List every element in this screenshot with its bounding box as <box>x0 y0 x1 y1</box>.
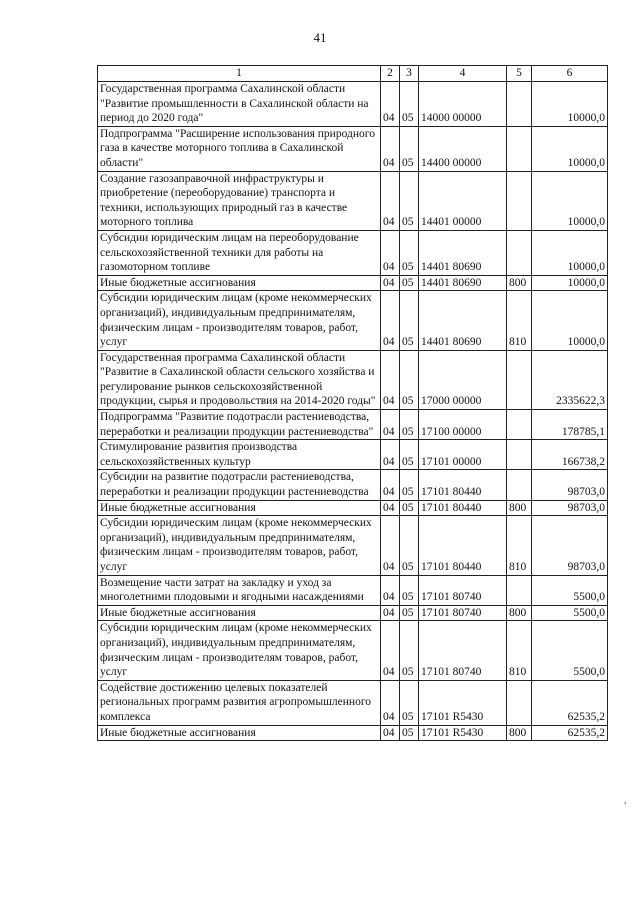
row-subsection-cell: 05 <box>400 126 419 171</box>
row-section-cell: 04 <box>381 410 400 440</box>
row-name-cell: Создание газозаправочной инфраструктуры и приобретение (переоборудование) транспорта и техники, использующих природный газ в качестве моторного топлива <box>98 171 381 230</box>
table-row <box>98 575 608 605</box>
row-expense-type-cell <box>507 575 532 605</box>
row-target-article-cell: 17000 00000 <box>419 350 507 409</box>
table-header-row <box>98 66 608 82</box>
row-target-article-cell: 14401 80690 <box>419 291 507 350</box>
row-name-cell: Подпрограмма "Развитие подотрасли растениеводства, переработки и реализации продукции растениеводства" <box>98 410 381 440</box>
row-amount-cell: 5500,0 <box>532 621 608 680</box>
row-target-article-cell: 17101 R5430 <box>419 680 507 725</box>
row-name-cell: Возмещение части затрат на закладку и уход за многолетними плодовыми и ягодными насаждениями <box>98 575 381 605</box>
table-row <box>98 621 608 680</box>
row-subsection-cell: 05 <box>400 350 419 409</box>
row-target-article-cell: 14401 00000 <box>419 171 507 230</box>
row-amount-cell: 10000,0 <box>532 275 608 291</box>
row-expense-type-cell <box>507 470 532 500</box>
row-expense-type-cell <box>507 350 532 409</box>
row-subsection-cell: 05 <box>400 725 419 741</box>
row-expense-type-cell <box>507 82 532 127</box>
row-subsection-cell: 05 <box>400 171 419 230</box>
row-amount-cell: 10000,0 <box>532 82 608 127</box>
row-amount-cell: 10000,0 <box>532 291 608 350</box>
column-header: 1 <box>98 66 381 82</box>
row-section-cell: 04 <box>381 291 400 350</box>
row-name-cell: Стимулирование развития производства сельскохозяйственных культур <box>98 440 381 470</box>
row-name-cell: Иные бюджетные ассигнования <box>98 275 381 291</box>
row-target-article-cell: 17101 80440 <box>419 500 507 516</box>
row-name-cell: Государственная программа Сахалинской области "Развитие в Сахалинской области сельского хозяйства и регулирование рынков сельскохозяйственной продукции, сырья и продовольствия на 2014-2020 годы" <box>98 350 381 409</box>
row-subsection-cell: 05 <box>400 440 419 470</box>
row-section-cell: 04 <box>381 680 400 725</box>
column-header: 3 <box>400 66 419 82</box>
row-section-cell: 04 <box>381 171 400 230</box>
column-header: 4 <box>419 66 507 82</box>
row-target-article-cell: 17101 80440 <box>419 470 507 500</box>
page-number: 41 <box>313 30 327 45</box>
row-section-cell: 04 <box>381 621 400 680</box>
table-row <box>98 605 608 621</box>
row-expense-type-cell: 810 <box>507 621 532 680</box>
row-name-cell: Иные бюджетные ассигнования <box>98 725 381 741</box>
row-expense-type-cell: 800 <box>507 725 532 741</box>
row-section-cell: 04 <box>381 440 400 470</box>
table-row <box>98 410 608 440</box>
row-target-article-cell: 17101 00000 <box>419 440 507 470</box>
row-subsection-cell: 05 <box>400 410 419 440</box>
column-header: 5 <box>507 66 532 82</box>
row-name-cell: Иные бюджетные ассигнования <box>98 605 381 621</box>
row-amount-cell: 178785,1 <box>532 410 608 440</box>
row-expense-type-cell <box>507 171 532 230</box>
table-row <box>98 516 608 575</box>
row-amount-cell: 5500,0 <box>532 605 608 621</box>
row-amount-cell: 5500,0 <box>532 575 608 605</box>
row-amount-cell: 62535,2 <box>532 725 608 741</box>
row-expense-type-cell: 800 <box>507 500 532 516</box>
row-section-cell: 04 <box>381 230 400 275</box>
table-row <box>98 82 608 127</box>
row-subsection-cell: 05 <box>400 500 419 516</box>
row-section-cell: 04 <box>381 725 400 741</box>
row-subsection-cell: 05 <box>400 230 419 275</box>
row-target-article-cell: 14000 00000 <box>419 82 507 127</box>
row-name-cell: Государственная программа Сахалинской области "Развитие промышленности в Сахалинской области на период до 2020 года" <box>98 82 381 127</box>
row-expense-type-cell: 800 <box>507 605 532 621</box>
row-section-cell: 04 <box>381 350 400 409</box>
row-name-cell: Содействие достижению целевых показателей региональных программ развития агропромышленного комплекса <box>98 680 381 725</box>
row-subsection-cell: 05 <box>400 575 419 605</box>
row-target-article-cell: 17101 80740 <box>419 605 507 621</box>
row-subsection-cell: 05 <box>400 82 419 127</box>
table-row <box>98 725 608 741</box>
row-expense-type-cell <box>507 680 532 725</box>
row-target-article-cell: 14400 00000 <box>419 126 507 171</box>
row-section-cell: 04 <box>381 82 400 127</box>
row-name-cell: Субсидии юридическим лицам (кроме некоммерческих организаций), индивидуальным предпринимателям, физическим лицам - производителям товаров, работ, услуг <box>98 291 381 350</box>
row-target-article-cell: 17101 80740 <box>419 575 507 605</box>
row-name-cell: Иные бюджетные ассигнования <box>98 500 381 516</box>
row-amount-cell: 10000,0 <box>532 126 608 171</box>
row-subsection-cell: 05 <box>400 605 419 621</box>
row-name-cell: Подпрограмма "Расширение использования природного газа в качестве моторного топлива в Сахалинской области" <box>98 126 381 171</box>
row-subsection-cell: 05 <box>400 291 419 350</box>
row-expense-type-cell <box>507 440 532 470</box>
table-row <box>98 171 608 230</box>
row-subsection-cell: 05 <box>400 516 419 575</box>
row-amount-cell: 166738,2 <box>532 440 608 470</box>
row-expense-type-cell: 810 <box>507 291 532 350</box>
row-amount-cell: 62535,2 <box>532 680 608 725</box>
row-expense-type-cell <box>507 126 532 171</box>
row-amount-cell: 10000,0 <box>532 171 608 230</box>
table-row <box>98 500 608 516</box>
table-row <box>98 275 608 291</box>
row-section-cell: 04 <box>381 575 400 605</box>
row-expense-type-cell <box>507 230 532 275</box>
column-header: 6 <box>532 66 608 82</box>
row-section-cell: 04 <box>381 275 400 291</box>
row-target-article-cell: 17101 80440 <box>419 516 507 575</box>
row-amount-cell: 98703,0 <box>532 500 608 516</box>
row-expense-type-cell: 800 <box>507 275 532 291</box>
row-expense-type-cell <box>507 410 532 440</box>
row-name-cell: Субсидии на развитие подотрасли растениеводства, переработки и реализации продукции растениеводства <box>98 470 381 500</box>
row-amount-cell: 2335622,3 <box>532 350 608 409</box>
row-amount-cell: 98703,0 <box>532 470 608 500</box>
row-expense-type-cell: 810 <box>507 516 532 575</box>
row-section-cell: 04 <box>381 470 400 500</box>
table-row <box>98 440 608 470</box>
row-target-article-cell: 17100 00000 <box>419 410 507 440</box>
row-target-article-cell: 14401 80690 <box>419 230 507 275</box>
row-name-cell: Субсидии юридическим лицам на переоборудование сельскохозяйственной техники для работы на газомоторном топливе <box>98 230 381 275</box>
row-name-cell: Субсидии юридическим лицам (кроме некоммерческих организаций), индивидуальным предпринимателям, физическим лицам - производителям товаров, работ, услуг <box>98 516 381 575</box>
table-row <box>98 680 608 725</box>
budget-table <box>97 65 608 741</box>
row-section-cell: 04 <box>381 516 400 575</box>
table-row <box>98 230 608 275</box>
row-subsection-cell: 05 <box>400 470 419 500</box>
table-row <box>98 470 608 500</box>
table-row <box>98 126 608 171</box>
table-row <box>98 350 608 409</box>
row-section-cell: 04 <box>381 500 400 516</box>
table-row <box>98 291 608 350</box>
row-target-article-cell: 14401 80690 <box>419 275 507 291</box>
row-subsection-cell: 05 <box>400 680 419 725</box>
row-target-article-cell: 17101 80740 <box>419 621 507 680</box>
row-subsection-cell: 05 <box>400 275 419 291</box>
row-target-article-cell: 17101 R5430 <box>419 725 507 741</box>
column-header: 2 <box>381 66 400 82</box>
row-name-cell: Субсидии юридическим лицам (кроме некоммерческих организаций), индивидуальным предпринимателям, физическим лицам - производителям товаров, работ, услуг <box>98 621 381 680</box>
row-amount-cell: 98703,0 <box>532 516 608 575</box>
row-amount-cell: 10000,0 <box>532 230 608 275</box>
row-subsection-cell: 05 <box>400 621 419 680</box>
margin-mark: , <box>624 795 627 806</box>
row-section-cell: 04 <box>381 605 400 621</box>
row-section-cell: 04 <box>381 126 400 171</box>
